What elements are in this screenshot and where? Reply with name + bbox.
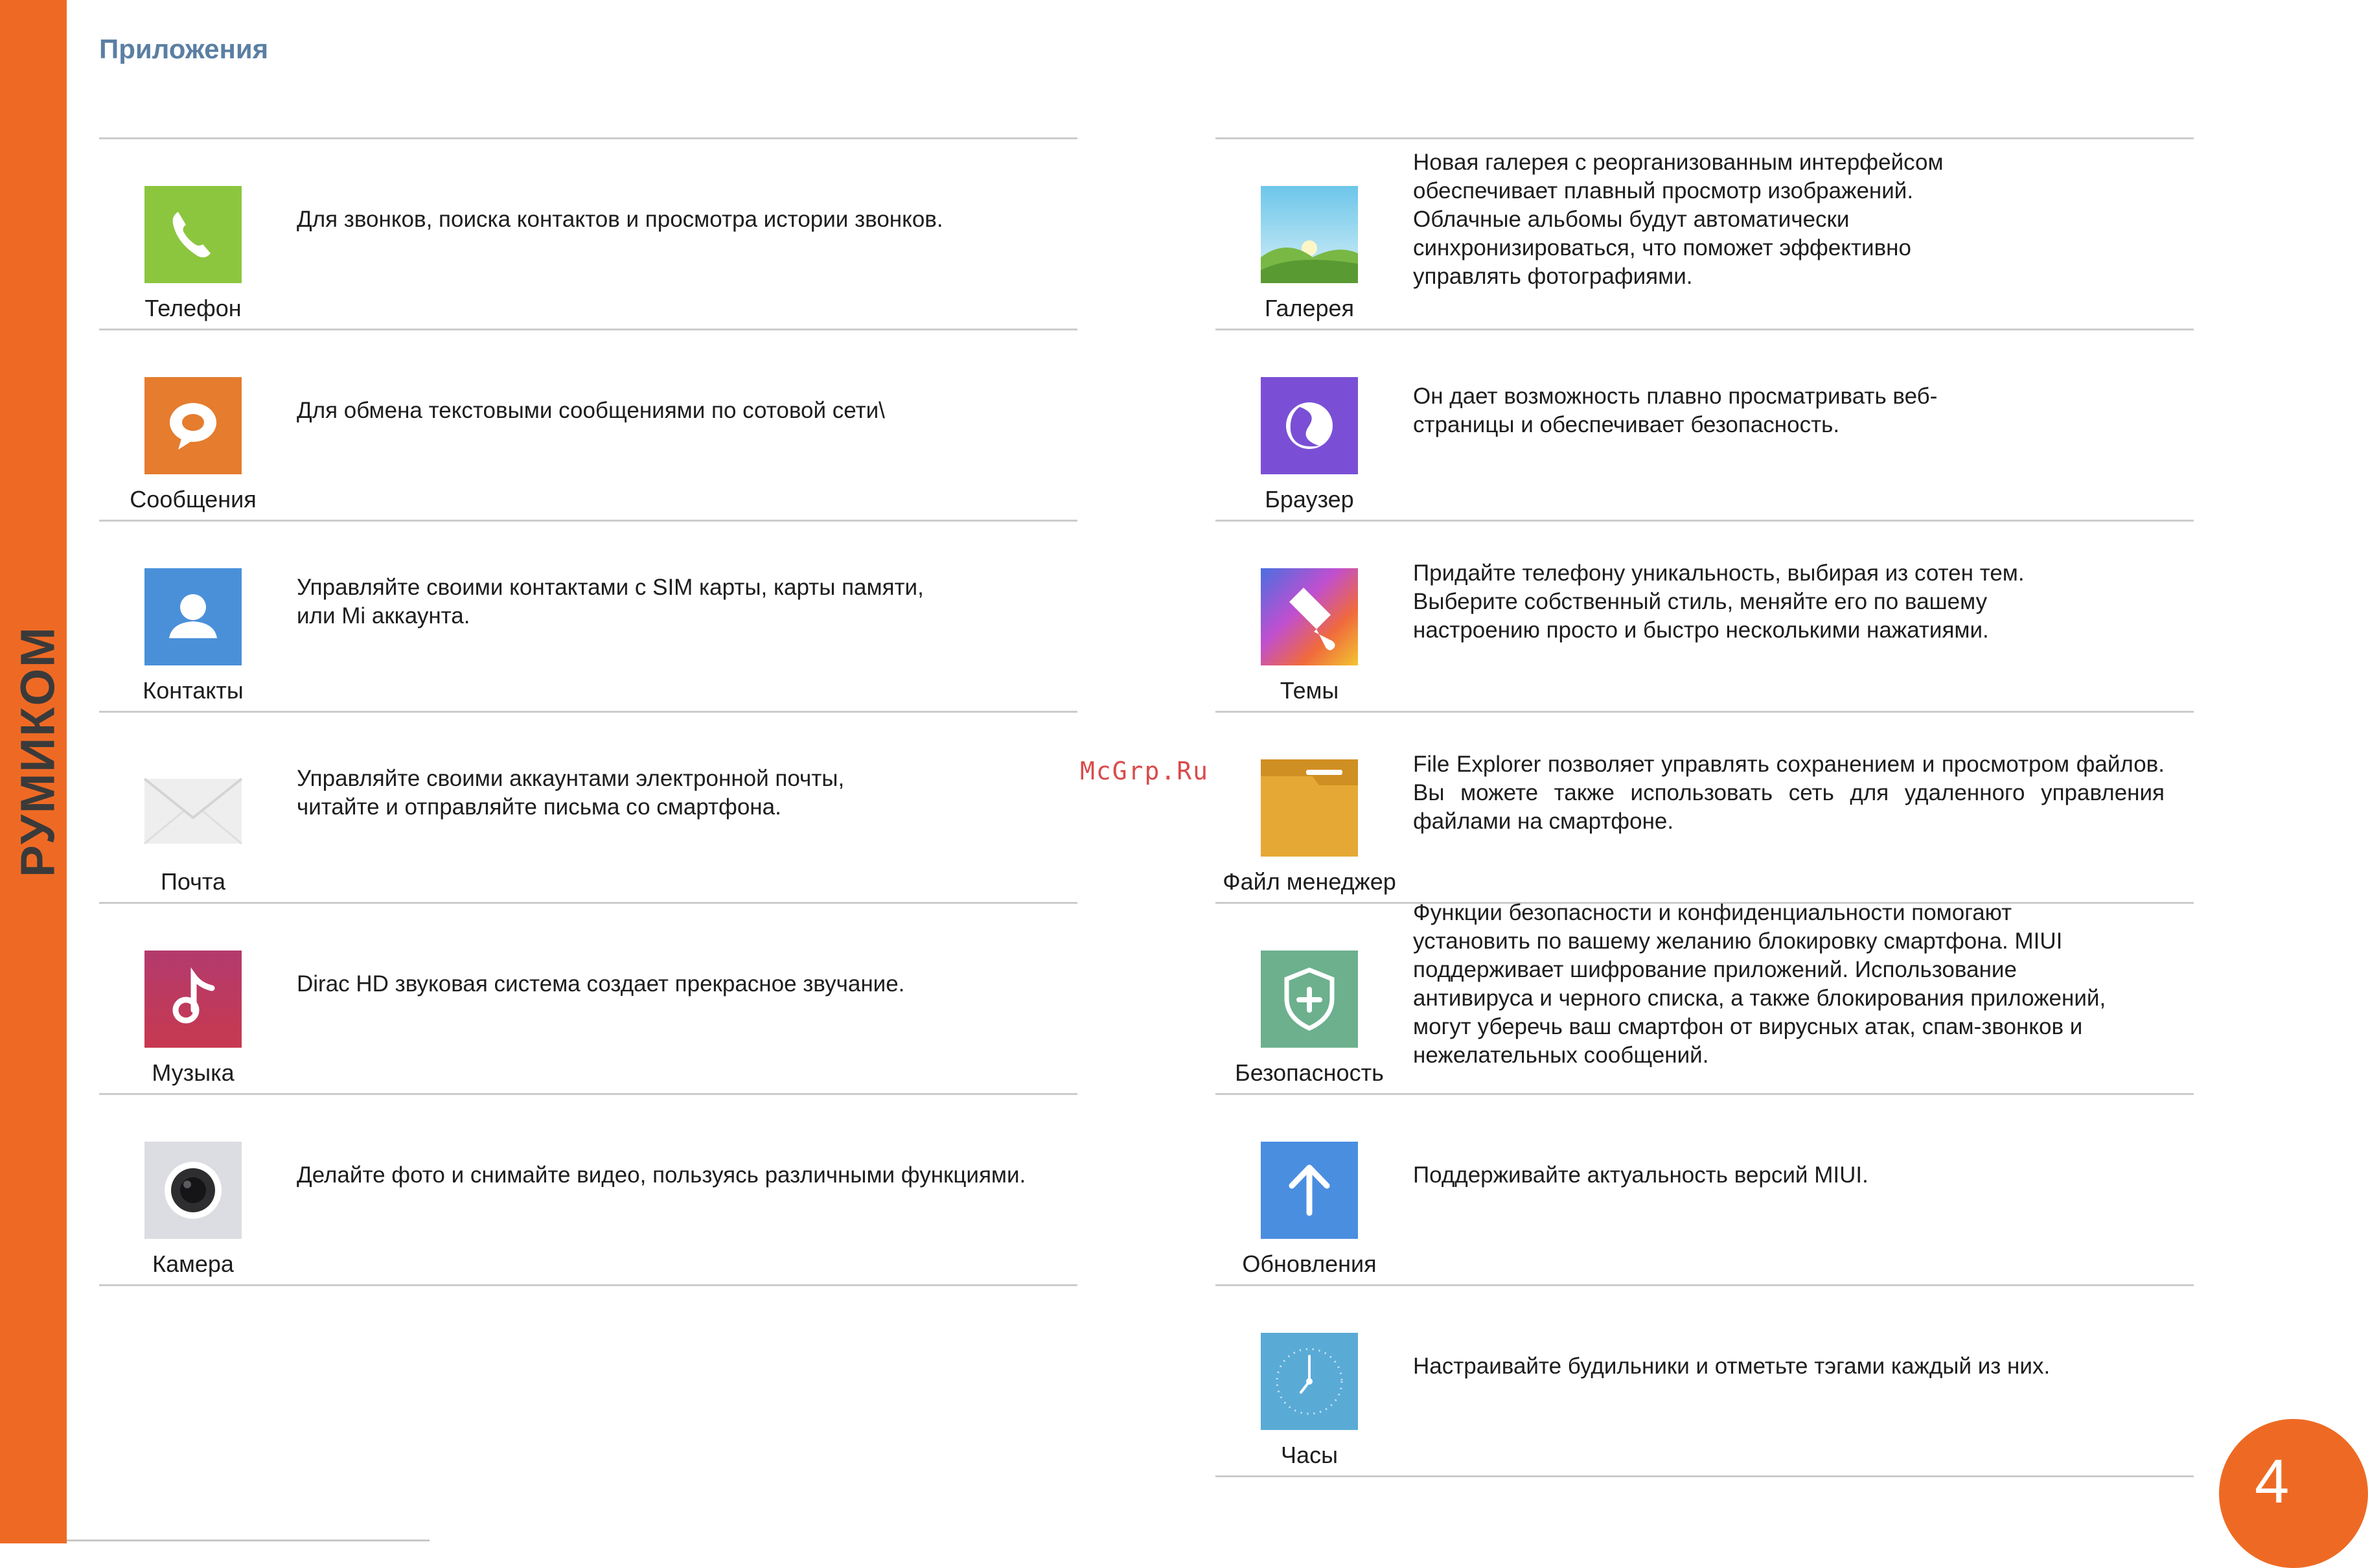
app-row-camera bbox=[99, 1095, 1077, 1286]
description-line: Придайте телефону уникальность, выбирая из сотен тем. bbox=[1413, 560, 2025, 586]
description-line: нежелательных сообщений. bbox=[1413, 1042, 1709, 1068]
description-line: Управляйте своими аккаунтами электронной почты, bbox=[297, 765, 845, 791]
phone-icon[interactable] bbox=[144, 186, 242, 283]
description-line: управлять фотографиями. bbox=[1413, 263, 1693, 289]
description-line: антивируса и черного списка, а также блокирования приложений, bbox=[1413, 985, 2106, 1011]
description-line: Он дает возможность плавно просматривать веб- bbox=[1413, 383, 1938, 409]
description-line: Поддерживайте актуальность версий MIUI. bbox=[1413, 1162, 1868, 1188]
watermark: McGrp.Ru bbox=[1080, 757, 1210, 785]
person-icon[interactable] bbox=[144, 568, 242, 665]
app-description bbox=[297, 1095, 1048, 1284]
description-line: настроению просто и быстро несколькими нажатиями. bbox=[1413, 617, 1989, 643]
app-row-music bbox=[99, 904, 1077, 1095]
app-name: Безопасность bbox=[1235, 1059, 1384, 1086]
app-description bbox=[1413, 139, 2165, 329]
camera-lens-icon[interactable] bbox=[144, 1142, 242, 1239]
app-description bbox=[297, 139, 1048, 329]
app-description bbox=[1413, 1286, 2165, 1475]
app-name: Камера bbox=[152, 1251, 234, 1277]
description-line: поддерживает шифрование приложений. Использование bbox=[1413, 956, 2017, 982]
app-name: Сообщения bbox=[130, 486, 257, 513]
app-description bbox=[1413, 522, 2165, 711]
app-row-mail bbox=[99, 713, 1077, 904]
app-row-browser bbox=[1215, 330, 2194, 522]
description-line: могут уберечь ваш смартфон от вирусных атак, спам-звонков и bbox=[1413, 1013, 2083, 1039]
app-name: Браузер bbox=[1265, 486, 1354, 513]
app-description bbox=[1413, 1095, 2165, 1284]
envelope-icon[interactable] bbox=[144, 759, 242, 857]
description-line: Для звонков, поиска контактов и просмотра истории звонков. bbox=[297, 206, 943, 232]
app-name: Часы bbox=[1281, 1442, 1338, 1468]
description-line: Управляйте своими контактами с SIM карты, карты памяти, bbox=[297, 574, 924, 600]
right-column bbox=[1215, 137, 2194, 1477]
app-name: Музыка bbox=[152, 1059, 235, 1086]
app-name: Контакты bbox=[143, 677, 244, 704]
app-name: Обновления bbox=[1242, 1251, 1377, 1277]
description-line: Настраивайте будильники и отметьте тэгами каждый из них. bbox=[1413, 1353, 2051, 1379]
arrow-up-icon[interactable] bbox=[1261, 1142, 1358, 1239]
description-line: Делайте фото и снимайте видео, пользуясь различными функциями. bbox=[297, 1162, 1026, 1188]
app-name: Темы bbox=[1280, 677, 1339, 704]
description-line: установить по вашему желанию блокировку смартфона. MIUI bbox=[1413, 928, 2063, 954]
app-description bbox=[297, 904, 1048, 1093]
description-line: Функции безопасности и конфиденциальности помогают bbox=[1413, 899, 2012, 925]
browser-swirl-icon[interactable] bbox=[1261, 377, 1358, 474]
app-description bbox=[297, 330, 1048, 520]
shield-plus-icon[interactable] bbox=[1261, 951, 1358, 1048]
app-row-updates bbox=[1215, 1095, 2194, 1286]
app-row-themes bbox=[1215, 522, 2194, 713]
app-row-file-manager bbox=[1215, 713, 2194, 904]
description-line: File Explorer позволяет управлять сохранением и просмотром файлов. Вы можете также использовать сеть для удаленного управления файлами на смартфоне. bbox=[1413, 751, 2165, 834]
description-line: или Mi аккаунта. bbox=[297, 603, 470, 628]
description-line: Выберите собственный стиль, меняйте его по вашему bbox=[1413, 588, 1988, 614]
app-row-clock bbox=[1215, 1286, 2194, 1477]
page-number-badge bbox=[2219, 1419, 2368, 1568]
app-name: Телефон bbox=[144, 295, 242, 321]
app-name: Почта bbox=[161, 868, 225, 895]
description-line: Для обмена текстовыми сообщениями по сотовой сети\ bbox=[297, 397, 885, 423]
app-description bbox=[1413, 899, 2165, 1093]
music-note-icon[interactable] bbox=[144, 951, 242, 1048]
app-row-contacts bbox=[99, 522, 1077, 713]
app-row-security bbox=[1215, 899, 2194, 1095]
app-description bbox=[1413, 713, 2165, 902]
page-title: Приложения bbox=[99, 34, 269, 64]
app-row-messages bbox=[99, 330, 1077, 522]
brand-logo-text: РУМИКОМ bbox=[10, 626, 65, 877]
app-row-phone bbox=[99, 139, 1077, 330]
folder-icon[interactable] bbox=[1261, 759, 1358, 857]
description-line: читайте и отправляйте письма со смартфона. bbox=[297, 794, 781, 820]
sidebar bbox=[0, 0, 67, 1543]
landscape-icon[interactable] bbox=[1261, 186, 1358, 283]
footer-divider bbox=[67, 1539, 430, 1541]
app-name: Галерея bbox=[1264, 295, 1355, 321]
app-description bbox=[297, 522, 1048, 711]
description-line: обеспечивает плавный просмотр изображений. bbox=[1413, 178, 1914, 203]
description-line: Новая галерея с реорганизованным интерфейсом bbox=[1413, 149, 1944, 175]
app-description bbox=[297, 713, 1048, 902]
description-line: Dirac HD звуковая система создает прекрасное звучание. bbox=[297, 971, 905, 997]
description-line: синхронизироваться, что поможет эффективно bbox=[1413, 235, 1911, 260]
message-bubble-icon[interactable] bbox=[144, 377, 242, 474]
app-name: Файл менеджер bbox=[1223, 868, 1396, 895]
description-line: страницы и обеспечивает безопасность. bbox=[1413, 411, 1840, 437]
left-column bbox=[99, 137, 1077, 1286]
page-number: 4 bbox=[2255, 1447, 2290, 1516]
app-description bbox=[1413, 330, 2165, 520]
paintbrush-icon[interactable] bbox=[1261, 568, 1358, 665]
app-row-gallery bbox=[1215, 139, 2194, 330]
clock-icon[interactable] bbox=[1261, 1333, 1358, 1430]
description-line: Облачные альбомы будут автоматически bbox=[1413, 206, 1850, 232]
